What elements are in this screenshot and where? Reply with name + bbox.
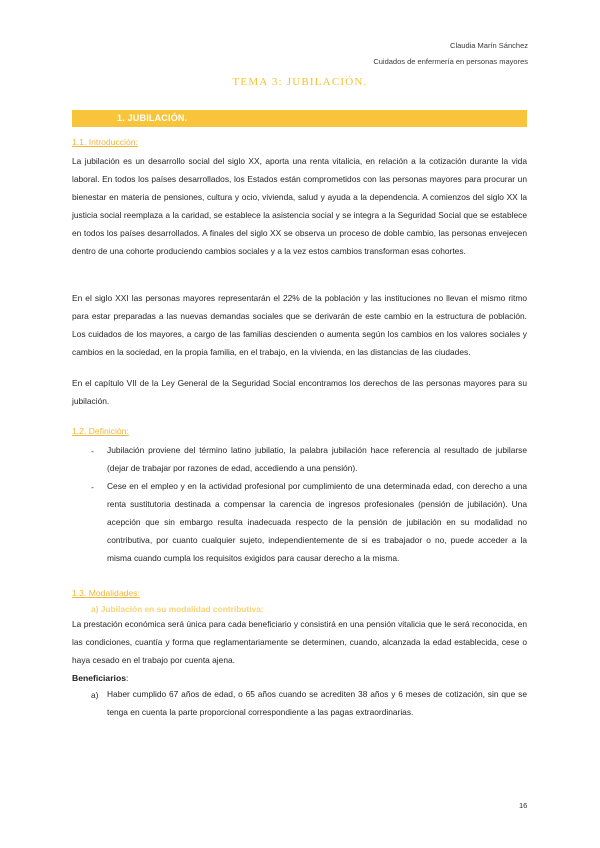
modalities-paragraph-1: La prestación económica será única para cada beneficiario y consistirá en una pensión vitalicia que le será reconocida, en las condiciones, cuantía y forma que reglamentariamente se determinen, cuando, alcanzada la edad establecida, cese o haya cesado en el trabajo por cuenta ajena. xyxy=(72,619,527,665)
intro-paragraph-2: En el siglo XXI las personas mayores representarán el 22% de la población y las instituciones no llevan el mismo ritmo para estar preparadas a las nuevas demandas sociales que se derivarán de este cambio en la estructura de población. Los cuidados de los mayores, a cargo de las familias descienden o aumenta según los cambios en los valores sociales y cambios en la sociedad, en la propia familia, en el trabajo, en la vivienda, en las distancias de las ciudades. xyxy=(72,293,527,357)
bullet-marker: - xyxy=(91,446,94,456)
section-heading-bar xyxy=(72,110,527,127)
intro-paragraph-1: La jubilación es un desarrollo social del siglo XX, aporta una renta vitalicia, en relación a la cotización durante la vida laboral. En todos los países desarrollados, los Estados están comprometidos con las personas mayores para procurar un bienestar en materia de pensiones, cultura y ocio, vivienda, salud y ayuda a la dependencia. A comienzos del siglo XX la justicia social reemplaza a la caridad, se establece la asistencia social y se integra a la Seguridad Social que se establece en todos los países desarrollados. A finales del siglo XX se observa un proceso de doble cambio, las personas envejecen dentro de una cohorte produciendo cambios sociales y a la vez estos cambios transforman esas cohortes. xyxy=(72,156,527,256)
page-number: 16 xyxy=(519,801,528,810)
definition-bullet-1: Jubilación proviene del término latino jubilatio, la palabra jubilación hace referencia al resultado de jubilarse (dejar de trabajar por razones de edad, accediendo a una pensión). xyxy=(107,445,527,473)
definition-bullet-2: Cese en el empleo y en la actividad profesional por cumplimiento de una determinada edad, con derecho a una renta sustitutoria destinada a compensar la carencia de ingresos profesionales (pensión de jubilación). Una acepción que sin embargo resulta inadecuada respecto de la pensión de jubilación en su modalidad no contributiva, por cuanto cualquier sujeto, independientemente de si es trabajador o no, puede acceder a la misma cuando cumpla los requisitos exigidos para causar derecho a la misma. xyxy=(107,481,527,563)
beneficiarios-text: Beneficiarios xyxy=(72,673,126,683)
topic-title: TEMA 3: JUBILACIÓN. xyxy=(232,76,368,88)
subheading-definicion: 1.2. Definición: xyxy=(72,426,129,436)
subheading-introduccion: 1.1. Introducción: xyxy=(72,137,138,147)
bullet-marker: - xyxy=(91,482,94,492)
list-item-letter: a) xyxy=(91,690,99,700)
header-author: Claudia Marín Sánchez xyxy=(450,41,528,50)
intro-paragraph-3: En el capítulo VII de la Ley General de la Seguridad Social encontramos los derechos de las personas mayores para su jubilación. xyxy=(72,378,527,406)
beneficiarios-label xyxy=(72,673,128,683)
section-heading-label: 1. JUBILACIÓN. xyxy=(117,113,188,123)
page-header xyxy=(373,38,528,70)
header-course: Cuidados de enfermería en personas mayores xyxy=(373,57,528,66)
subheading-modalidades: 1.3. Modalidades: xyxy=(72,588,140,598)
beneficiarios-colon: : xyxy=(125,673,129,683)
list-item-text: Haber cumplido 67 años de edad, o 65 años cuando se acrediten 38 años y 6 meses de cotización, sin que se tenga en cuenta la parte proporcional correspondiente a las pagas extraordinarias. xyxy=(107,689,527,717)
subheading-modalidad-contributiva: a) Jubilación en su modalidad contributiva: xyxy=(91,604,264,614)
